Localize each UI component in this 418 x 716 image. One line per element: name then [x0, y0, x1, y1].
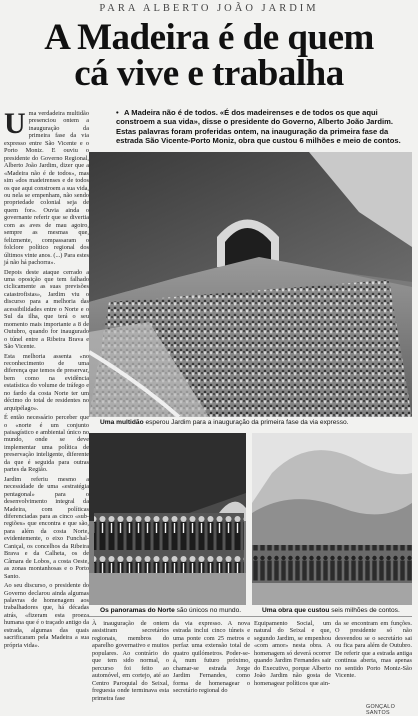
mountain-photo-caption [262, 607, 412, 615]
main-photo-tunnel-crowd [89, 152, 412, 417]
headline-line-2: cá vive e trabalha [74, 53, 344, 94]
left-column [4, 107, 89, 649]
left-caption-bold: Os panoramas do Norte [100, 607, 175, 614]
left-paragraph: É então necessário perceber que o «norte é um conjunto paisagístico e ambiental único no mundo, onde se deve implementar uma política de preservação inteligente, diferente da que é seguida para outras partes da Região. [4, 414, 89, 474]
officials-photo-graphic [89, 433, 246, 605]
author-signature: GONÇALO SANTOS [366, 704, 396, 716]
kicker-line: PARA ALBERTO JOÃO JARDIM [99, 3, 319, 14]
main-caption-bold: Uma multidão [100, 419, 144, 426]
main-caption-text: esperou Jardim para a inauguração da primeira fase da via expresso. [143, 419, 349, 426]
lead-bullet: • [116, 108, 119, 117]
bottom-column-1: À inauguração de ontem assistiram secretários regionais, membros do aparelho governativo e muitos populares. Ao contrário do que tem sido normal, o percurso foi feito ao automóvel, em cortejo, até ao Centro Paroquial do Seixal, freguesia onde terminava esta primeira fase [92, 620, 169, 702]
mountain-road-photo [252, 433, 412, 605]
lead-paragraph [116, 108, 414, 146]
bottom-column-3: Equipamento Social, um natural do Seixal e que, segundo Jardim, se empenhou «com amor» nesta obra. A homenagem só deverá ocorrer quando Jardim Fernandes sair do Executivo, porque Alberto João Jardim não gosta de homenagear políticos que ain- [254, 620, 331, 687]
left-paragraph: Esta melhoria assenta «no reconhecimento de uma diferença que temos de preservar, bem como na evidência estatística do volume de tráfego e no fardo da costa Norte ter um décimo do total de residentes no arquipélago». [4, 352, 89, 412]
caption-divider [89, 616, 412, 617]
headline-line-1: A Madeira é de quem [44, 17, 374, 58]
drop-cap: U [4, 107, 26, 140]
left-caption-text: são únicos no mundo. [174, 607, 242, 614]
right-caption-bold: Uma obra que custou [262, 607, 330, 614]
main-photo-graphic [89, 152, 412, 417]
officials-photo-caption [100, 607, 245, 615]
lead-text: A Madeira não é de todos. «É dos madeirenses e de todos os que aqui constroem a sua vida», disse o presidente do Governo, Alberto João Jardim. Estas palavras foram proferidas ontem, na inauguração da primeira fase da estrada São Vicente-Porto Moniz, obra que custou 6 milhões e meio de contos. [116, 108, 401, 146]
officials-photo [89, 433, 246, 605]
bottom-column-2: da via expresso. A nova estrada inclui cinco túneis e uma ponte com 25 metros e perfaz uma extensão total de quatro quilómetros. Poder-se-á, num futuro próximo, chamar-se estrada Jorge Jardim Fernandes, como forma de homenagear o secretário regional do [173, 620, 250, 695]
left-paragraph: Jardim referiu mesmo a necessidade de uma «estratégia pentagonal» para o desenvolvimento integral da Madeira, com políticas diferenciadas para as cinco «sub-regiões» que encontra e que são, para além da costa Norte, evidentemente, o eixo Funchal-Caniçal, os concelhos da Ribeira Brava e da Calheta, os de Câmara de Lobos, a costa Oeste, as zonas montanhosas e o Porto Santo. [4, 475, 89, 580]
right-caption-text: seis milhões de contos. [329, 607, 400, 614]
left-paragraph: Ao seu discurso, o presidente do Governo declarou ainda algumas palavras de homenagem aos trabalhadores que, há décadas atrás, «fizeram esta proeza humana que é o traçado antigo da estrada, algumas das quais sacrificaram pela Madeira a sua própria vida». [4, 582, 89, 649]
headline [0, 17, 418, 94]
left-paragraph-text: ma verdadeira multidão presenciou ontem a inauguração da primeira fase da via expresso entre São Vicente e o Porto Moniz. E ouviu o presidente do Governo Regional, Alberto João Jardim, dizer que a «Madeira não é de todos», mas sim «dos madeirenses e de todos os que aqui constroem a sua vida, ou nela se empenham, não sendo propriedade colonial seja de quem for». Ouvia ainda o governante referir que se divertia com as aves de mau agoiro, sempre as mesmas que, felizmente, compassaram o folclore político regional dos últimos vinte anos. (...) Para estes já não há pachorra». [4, 110, 89, 267]
bottom-column-4: da se encontram em funções. O presidente só não desvendou se o secretário sai ou fica para além de Outubro. De referir que a estrada antiga continua aberta, mas apenas no sentido Porto Moniz-São Vicente. [335, 620, 412, 680]
left-paragraph: Depois deste ataque cerrado a uma oposição que tem falhado ciclicamente as suas previsões catastrofistas», Jardim viu o discurso para a melhoria das acessibilidades entre o Norte e o Sul da ilha, que terá o seu momento mais importante a 8 de Outubro, quando for inaugurado o túnel entre a Ribeira Brava e São Vicente. [4, 268, 89, 351]
main-photo-caption [100, 419, 412, 427]
mountain-photo-graphic [252, 433, 412, 605]
left-paragraph [4, 107, 89, 267]
